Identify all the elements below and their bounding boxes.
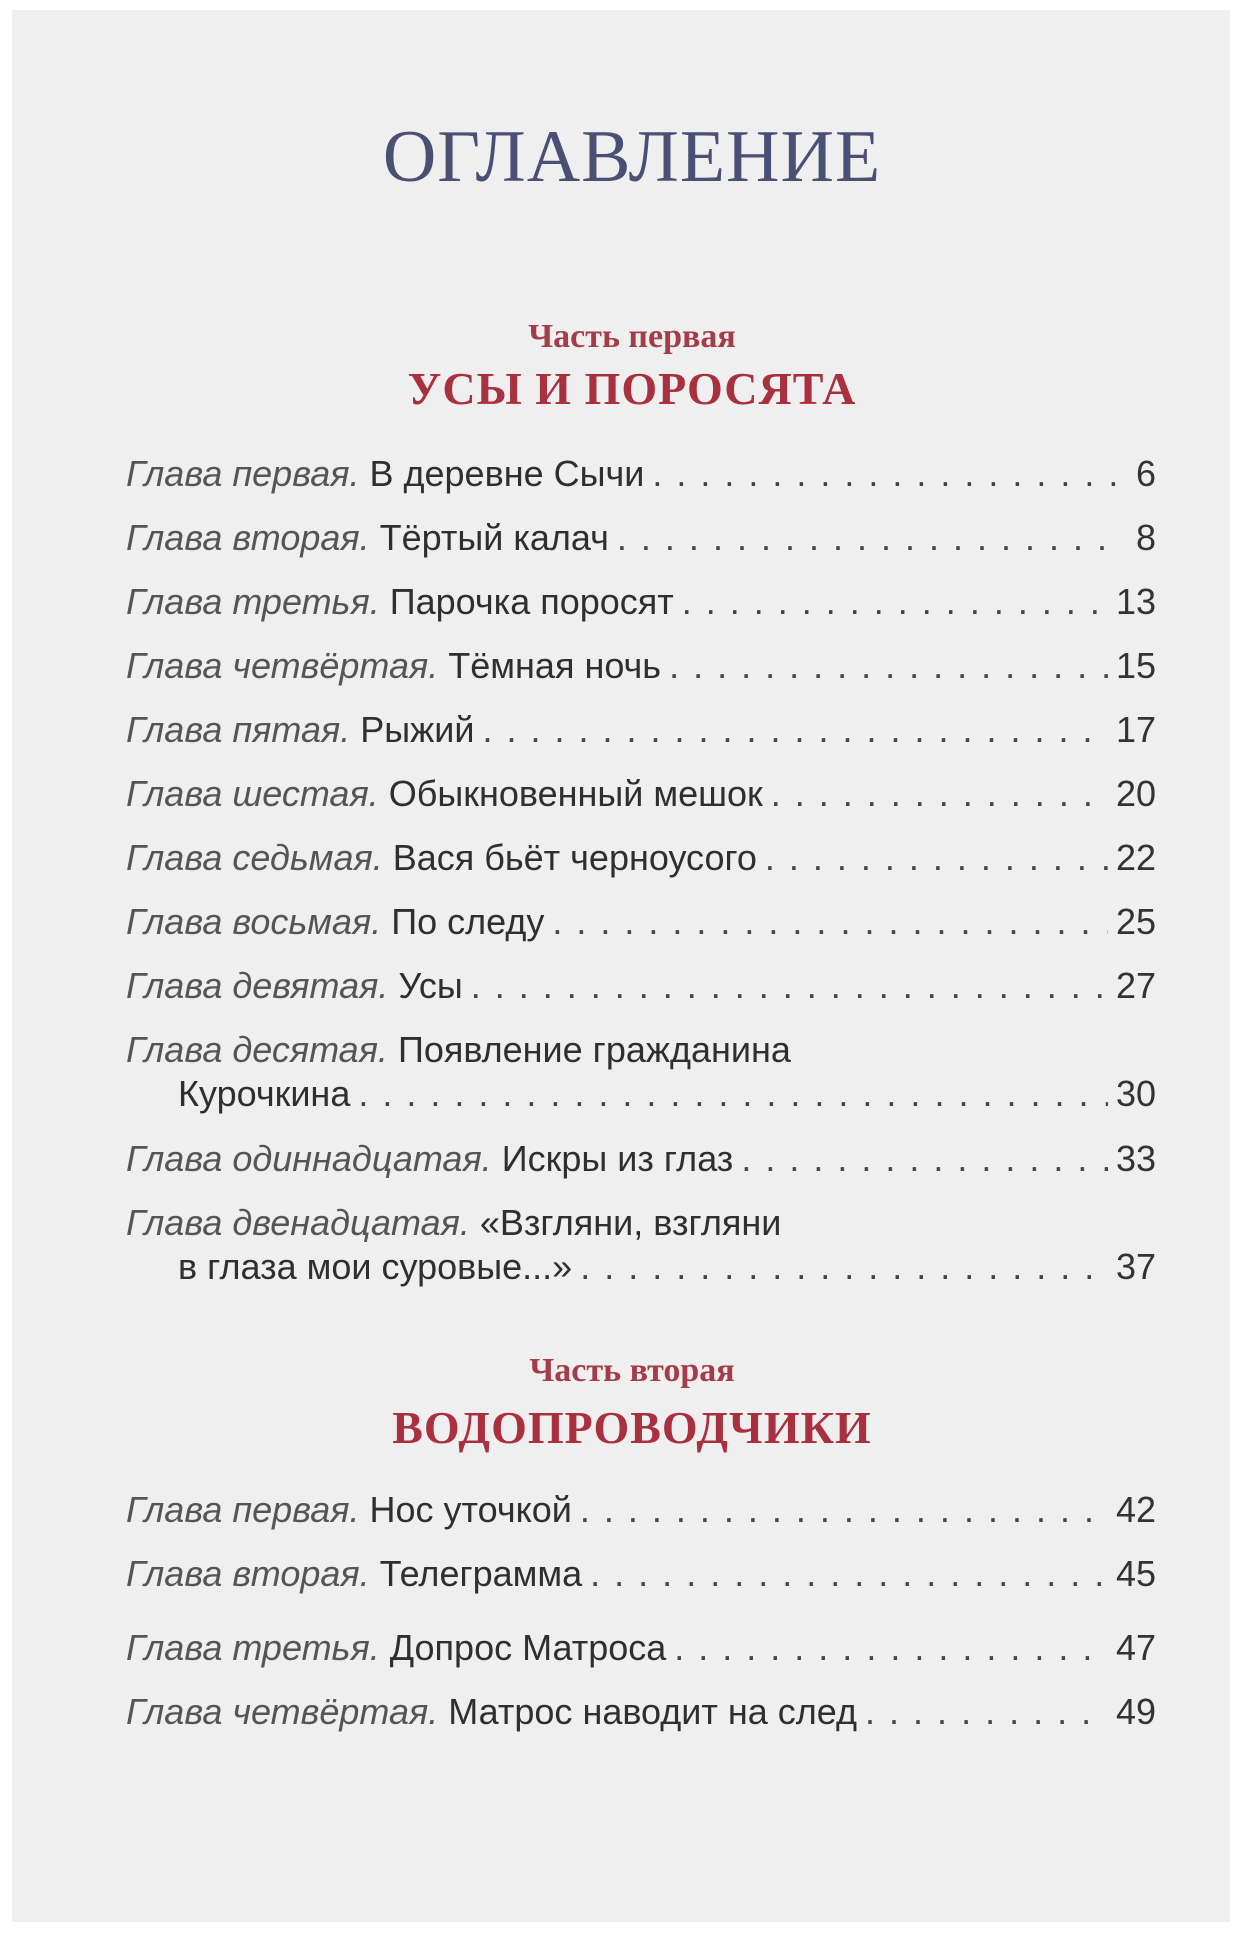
toc-entry xyxy=(126,900,1156,944)
page-number: 17 xyxy=(1115,709,1156,750)
toc-entry-line xyxy=(126,1690,1156,1734)
dot-leader xyxy=(765,836,1108,880)
chapter-number: Глава шестая. xyxy=(126,773,379,814)
toc-entry xyxy=(126,1626,1156,1670)
dot-leader xyxy=(471,964,1108,1008)
chapter-number: Глава первая. xyxy=(126,1489,360,1530)
toc-entry-line xyxy=(126,644,1156,688)
page-number: 20 xyxy=(1115,773,1156,814)
chapter-title: Появление гражданина xyxy=(397,1029,791,1070)
page-number: 27 xyxy=(1115,965,1156,1006)
part-1-label: Часть первая xyxy=(528,318,736,355)
chapter-title: Вася бьёт черноусого xyxy=(392,837,757,878)
toc-entry-line xyxy=(126,1072,1156,1116)
page-number: 13 xyxy=(1115,581,1156,622)
toc-entry-line xyxy=(126,1201,1156,1245)
toc-entry xyxy=(126,516,1156,560)
chapter-title-continued: Курочкина xyxy=(178,1073,351,1114)
dot-leader xyxy=(590,1552,1108,1596)
chapter-number: Глава одиннадцатая. xyxy=(126,1138,492,1179)
chapter-number: Глава десятая. xyxy=(126,1029,388,1070)
toc-entry xyxy=(126,772,1156,816)
dot-leader xyxy=(674,1626,1108,1670)
chapter-number: Глава вторая. xyxy=(126,517,370,558)
chapter-number: Глава девятая. xyxy=(126,965,389,1006)
dot-leader xyxy=(669,644,1108,688)
chapter-number: Глава третья. xyxy=(126,1627,380,1668)
toc-entry-line xyxy=(126,836,1156,880)
page-number: 8 xyxy=(1135,517,1156,558)
chapter-title: Тёртый калач xyxy=(379,517,609,558)
toc-entry-line xyxy=(126,1028,1156,1072)
page-number: 42 xyxy=(1115,1489,1156,1530)
toc-entry xyxy=(126,1552,1156,1596)
page-number: 6 xyxy=(1135,453,1156,494)
toc-entry xyxy=(126,1690,1156,1734)
chapter-title: Тёмная ночь xyxy=(448,645,662,686)
toc-entry-line xyxy=(126,580,1156,624)
dot-leader xyxy=(617,516,1118,560)
chapter-title: Обыкновенный мешок xyxy=(388,773,763,814)
toc-entry xyxy=(126,452,1156,496)
toc-entry xyxy=(126,1488,1156,1532)
page-number: 22 xyxy=(1115,837,1156,878)
toc-entry-line xyxy=(126,1626,1156,1670)
toc-entry xyxy=(126,1028,1156,1116)
chapter-number: Глава третья. xyxy=(126,581,380,622)
toc-entry xyxy=(126,1137,1156,1181)
chapter-title: Искры из глаз xyxy=(501,1138,734,1179)
dot-leader xyxy=(865,1690,1108,1734)
chapter-number: Глава седьмая. xyxy=(126,837,383,878)
dot-leader xyxy=(652,452,1118,496)
page-number: 49 xyxy=(1115,1691,1156,1732)
chapter-number: Глава вторая. xyxy=(126,1553,370,1594)
toc-entry-line xyxy=(126,1552,1156,1596)
part-1-title: УСЫ И ПОРОСЯТА xyxy=(407,363,857,414)
toc-entry-line xyxy=(126,772,1156,816)
toc-entry xyxy=(126,644,1156,688)
toc-entry xyxy=(126,836,1156,880)
chapter-title: Допрос Матроса xyxy=(389,1627,667,1668)
page-number: 45 xyxy=(1115,1553,1156,1594)
chapter-number: Глава первая. xyxy=(126,453,360,494)
toc-entry xyxy=(126,580,1156,624)
page-number: 15 xyxy=(1115,645,1156,686)
toc-entry xyxy=(126,964,1156,1008)
chapter-number: Глава двенадцатая. xyxy=(126,1202,470,1243)
chapter-number: Глава пятая. xyxy=(126,709,351,750)
chapter-title: Парочка поросят xyxy=(389,581,674,622)
page-number: 37 xyxy=(1115,1246,1156,1287)
toc-entry xyxy=(126,1201,1156,1289)
toc-entry-line xyxy=(126,452,1156,496)
toc-entry-line xyxy=(126,708,1156,752)
chapter-title: Матрос наводит на след xyxy=(448,1691,858,1732)
chapter-title: Усы xyxy=(398,965,463,1006)
chapter-number: Глава четвёртая. xyxy=(126,645,439,686)
dot-leader xyxy=(771,772,1108,816)
book-page xyxy=(12,10,1230,1922)
chapter-title: «Взгляни, взгляни xyxy=(479,1202,782,1243)
page-number: 30 xyxy=(1115,1073,1156,1114)
chapter-title: Телеграмма xyxy=(379,1553,583,1594)
dot-leader xyxy=(580,1488,1108,1532)
part-2-label: Часть вторая xyxy=(529,1352,735,1389)
dot-leader xyxy=(580,1245,1108,1289)
toc-entry-line xyxy=(126,1488,1156,1532)
toc-entry-line xyxy=(126,1137,1156,1181)
dot-leader xyxy=(358,1072,1108,1116)
dot-leader xyxy=(682,580,1108,624)
chapter-title: По следу xyxy=(391,901,545,942)
chapter-title: Нос уточкой xyxy=(369,1489,572,1530)
part-2-title: ВОДОПРОВОДЧИКИ xyxy=(392,1402,872,1453)
toc-entry xyxy=(126,708,1156,752)
toc-entry-line xyxy=(126,900,1156,944)
chapter-title: Рыжий xyxy=(360,709,475,750)
chapter-number: Глава восьмая. xyxy=(126,901,382,942)
toc-entry-line xyxy=(126,516,1156,560)
dot-leader xyxy=(552,900,1108,944)
toc-entry-line xyxy=(126,964,1156,1008)
page-number: 47 xyxy=(1115,1627,1156,1668)
toc-entry-line xyxy=(126,1245,1156,1289)
page-number: 25 xyxy=(1115,901,1156,942)
chapter-title: В деревне Сычи xyxy=(369,453,645,494)
dot-leader xyxy=(741,1137,1108,1181)
chapter-number: Глава четвёртая. xyxy=(126,1691,439,1732)
dot-leader xyxy=(482,708,1108,752)
chapter-title-continued: в глаза мои суровые...» xyxy=(178,1246,573,1287)
page-title: ОГЛАВЛЕНИЕ xyxy=(382,116,882,198)
page-number: 33 xyxy=(1115,1138,1156,1179)
